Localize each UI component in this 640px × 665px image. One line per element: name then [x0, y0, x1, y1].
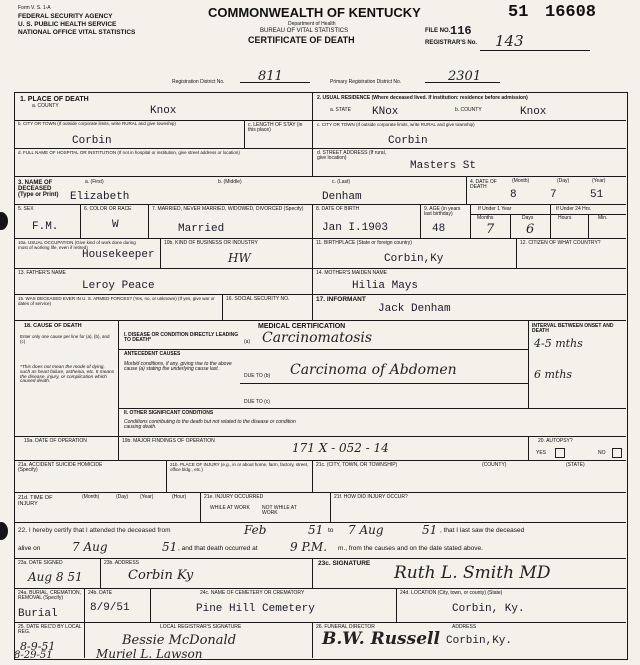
mother-name: Hilia Mays: [352, 280, 419, 292]
age-months-label: Months: [477, 215, 494, 221]
residence-state-label: a. STATE: [330, 107, 351, 113]
business-label: 10b. KIND OF BUSINESS OR INDUSTRY: [164, 240, 258, 246]
injury-kind-label: 21a. ACCIDENT SUICIDE HOMICIDE (Specify): [18, 462, 103, 473]
burial-location: Corbin, Ky.: [452, 603, 525, 615]
death-month: 8: [510, 189, 517, 201]
last-name: Denham: [322, 191, 362, 203]
residence-street: Masters St: [410, 160, 477, 172]
cause-of-death-label: 18. CAUSE OF DEATH: [24, 323, 82, 329]
bureau-name: BUREAU OF VITAL STATISTICS: [260, 28, 349, 34]
color: W: [112, 219, 119, 231]
file-number-label: FILE NO.: [425, 28, 451, 34]
how-injury-label: 21f. HOW DID INJURY OCCUR?: [334, 494, 408, 500]
to-word: to: [328, 527, 334, 534]
occurred-text: , and that death occurred at: [178, 545, 258, 552]
autopsy-no-box[interactable]: [612, 448, 622, 458]
stamp-year: 51: [508, 3, 529, 22]
interval-label: INTERVAL BETWEEN ONSET AND DEATH: [532, 323, 614, 334]
death-county: Knox: [150, 105, 177, 117]
due-to-b-label: DUE TO (b): [244, 373, 271, 379]
age: 48: [432, 223, 446, 235]
punch-hole: [0, 212, 8, 230]
informant: Jack Denham: [378, 303, 451, 315]
state-title: COMMONWEALTH OF KENTUCKY: [208, 5, 421, 20]
director-address: Corbin,Ky.: [446, 635, 513, 647]
cemetery-name: Pine Hill Cemetery: [196, 603, 315, 615]
interval-b: 6 mths: [534, 368, 573, 381]
armed-forces-label: 15. WAS DECEASED EVER IN U. S. ARMED FORCES? (Yes, no, or unknown) (If yes, give war or dates of service): [18, 296, 215, 306]
certify-text: 22. I hereby certify that I attended the deceased from: [18, 527, 171, 534]
causes-text: m., from the causes and on the date stated above.: [338, 545, 483, 552]
antecedent-label: ANTECEDENT CAUSES: [124, 351, 181, 357]
autopsy-no: NO: [598, 450, 606, 456]
sex: F.M.: [32, 221, 59, 233]
death-year-label: (Year): [592, 178, 606, 184]
burial-date: 8/9/51: [90, 602, 130, 614]
registration-district-label: Registration District No.: [172, 79, 225, 85]
date-received: 8-9-51: [20, 640, 56, 653]
department-name: Department of Health: [288, 21, 336, 27]
autopsy-label: 20. AUTOPSY?: [538, 438, 573, 444]
signed-date-label: 23a. DATE SIGNED: [18, 560, 63, 566]
death-year: 51: [590, 189, 604, 201]
street-label: d. STREET ADDRESS (If rural, give location): [317, 150, 387, 161]
institution-label: d. FULL NAME OF HOSPITAL OR INSTITUTION (If not in hospital or institution, give street address or location): [18, 150, 240, 155]
certificate-title: CERTIFICATE OF DEATH: [248, 35, 355, 45]
first-name: Elizabeth: [70, 191, 130, 203]
mother-label: 14. MOTHER'S MAIDEN NAME: [316, 270, 387, 276]
occupation-label: 10a. USUAL OCCUPATION (Give kind of work done during most of working life, even if retired): [18, 240, 136, 250]
under-one-year-label: If Under 1 Year: [478, 206, 512, 212]
injury-hour-label: (Hour): [172, 494, 187, 500]
sex-label: 5. SEX: [18, 206, 34, 212]
cause-a: Carcinomatosis: [262, 330, 373, 346]
registration-district: 811: [258, 69, 283, 84]
residence-county-label: b. COUNTY: [455, 107, 482, 113]
morbid-note: Morbid conditions, if any, giving rise to the above cause (a) stating the underlying cause last.: [124, 361, 232, 372]
stay-label: c. LENGTH OF STAY (in this place): [248, 122, 303, 133]
name-label: 3. NAME OF DECEASED (Type or Print): [18, 180, 59, 198]
residence-state: KNox: [372, 106, 399, 118]
form-number: Form V. S. 1-A: [18, 5, 51, 11]
registrar-number-label: REGISTRAR'S No.: [425, 40, 478, 46]
usual-residence-title: 2. USUAL RESIDENCE (Where deceased lived. If institution: residence before admission): [317, 95, 528, 101]
burial-label: 24a. BURIAL, CREMATION, REMOVAL (Specify): [18, 590, 81, 601]
bottom-date: 8-29-51: [14, 650, 53, 661]
not-while-at-work: NOT WHILE AT WORK: [262, 505, 297, 516]
middle-name-label: b. (Middle): [218, 179, 242, 185]
autopsy-yes-box[interactable]: [555, 448, 565, 458]
primary-registration-label: Primary Registration District No.: [330, 79, 402, 85]
part-two-note: Conditions contributing to the death but not related to the disease or condition causing death.: [124, 419, 296, 430]
injury-time-label: 21d. TIME OF INJURY: [18, 495, 53, 507]
injury-year-label: (Year): [140, 494, 154, 500]
birth-date-label: 8. DATE OF BIRTH: [316, 206, 360, 212]
director-address-label: ADDRESS: [452, 624, 477, 630]
age-months: 7: [486, 222, 495, 237]
part-one-label: I. DISEASE OR CONDITION DIRECTLY LEADING TO DEATH*: [124, 332, 239, 343]
funeral-director-label: 26. FUNERAL DIRECTOR: [316, 624, 375, 630]
color-label: 6. COLOR OR RACE: [84, 206, 132, 212]
place-of-death-title: 1. PLACE OF DEATH: [20, 96, 89, 103]
death-city-label: b. CITY OR TOWN (If outside corporate limits, write RURAL and give township): [18, 121, 176, 126]
last-name-label: c. (Last): [332, 179, 351, 185]
marital: Married: [178, 223, 225, 235]
signature-label: 23c. SIGNATURE: [318, 560, 371, 567]
death-month-label: (Month): [82, 494, 100, 500]
physician-signature: Ruth L. Smith MD: [394, 563, 551, 583]
father-name: Leroy Peace: [82, 280, 155, 292]
due-to-c-label: DUE TO (c): [244, 399, 270, 405]
burial-type: Burial: [18, 608, 58, 620]
injury-county-label: (COUNTY): [482, 462, 507, 468]
ssn-label: 16. SOCIAL SECURITY NO.: [226, 296, 290, 302]
primary-registration: 2301: [448, 69, 482, 84]
death-county-label: a. COUNTY: [32, 103, 59, 109]
part-two-label: II. OTHER SIGNIFICANT CONDITIONS: [124, 410, 214, 416]
medical-title: MEDICAL CERTIFICATION: [258, 323, 346, 330]
agency-name: FEDERAL SECURITY AGENCY: [18, 13, 113, 20]
death-month-label: (Month): [512, 178, 530, 184]
marital-label: 7. MARRIED, NEVER MARRIED, WIDOWED, DIVORCED (Specify): [152, 206, 304, 212]
last-saw-text: , that I last saw the deceased: [440, 527, 525, 534]
death-day: 7: [550, 189, 557, 201]
alive-on-text: alive on: [18, 545, 41, 552]
injury-occurred-label: 21e. INJURY OCCURRED: [204, 494, 264, 500]
while-at-work: WHILE AT WORK: [210, 505, 250, 511]
father-label: 13. FATHER'S NAME: [18, 270, 66, 276]
injury-place-label: 21b. PLACE OF INJURY (e.g., in or about home, farm, factory, street, office bldg., etc.): [170, 462, 309, 472]
bottom-signature: Muriel L. Lawson: [96, 647, 203, 661]
age-min-label: Min.: [598, 215, 608, 221]
under-24-hours-label: If Under 24 Hrs.: [556, 206, 592, 212]
local-registrar-signature: Bessie McDonald: [122, 633, 237, 648]
registrar-number: 143: [495, 32, 524, 50]
mode-note: *This does not mean the mode of dying, such as heart failure, asthenia, etc. It means the disease, injury, or complication which caused death.: [20, 365, 115, 385]
first-name-label: a. (First): [85, 179, 104, 185]
burial-location-label: 24d. LOCATION (City, town, or county) (State): [400, 590, 503, 596]
office-name: NATIONAL OFFICE VITAL STATISTICS: [18, 29, 136, 36]
injury-city-label: 21c. (CITY, TOWN, OR TOWNSHIP): [316, 462, 398, 468]
stamp-number: 16608: [545, 3, 597, 22]
age-days: 6: [526, 222, 535, 237]
age-days-label: Days: [522, 215, 534, 221]
death-day-label: (Day): [557, 178, 570, 184]
date-received-label: 25. DATE REC'D BY LOCAL REG.: [18, 624, 82, 635]
to-date: 7 Aug: [348, 523, 384, 537]
death-day-label: (Day): [116, 494, 129, 500]
from-year: 51: [308, 523, 324, 537]
occupation: Housekeeper: [82, 249, 155, 261]
birth-date: Jan I.1903: [322, 222, 389, 234]
informant-label: 17. INFORMANT: [316, 296, 366, 303]
autopsy-yes: YES: [536, 450, 547, 456]
citizen-label: 12. CITIZEN OF WHAT COUNTRY?: [520, 240, 601, 246]
residence-county: Knox: [520, 106, 547, 118]
age-hours-label: Hours: [558, 215, 572, 221]
file-number: 116: [450, 24, 472, 38]
residence-city-label: c. CITY OR TOWN (If outside corporate limits, write RURAL and give township): [317, 122, 475, 127]
punch-hole: [0, 522, 8, 540]
residence-city: Corbin: [388, 135, 428, 147]
service-name: U. S. PUBLIC HEALTH SERVICE: [18, 21, 117, 28]
local-registrar-label: LOCAL REGISTRAR'S SIGNATURE: [160, 624, 242, 630]
business: HW: [228, 251, 251, 265]
from-date: Feb: [244, 523, 267, 537]
death-city: Corbin: [72, 135, 112, 147]
to-year: 51: [422, 523, 438, 537]
alive-year: 51: [162, 540, 178, 554]
birthplace: Corbin,Ky: [384, 253, 444, 265]
major-findings-label: 19b. MAJOR FINDINGS OF OPERATION: [122, 438, 215, 444]
cemetery-label: 24c. NAME OF CEMETERY OR CREMATORY: [200, 590, 305, 596]
signed-date: Aug 8 51: [28, 570, 83, 584]
cause-b: Carcinoma of Abdomen: [290, 362, 457, 378]
date-of-death-label: 4. DATE OF DEATH: [470, 179, 497, 190]
address-label: 23b. ADDRESS: [104, 560, 140, 566]
age-label: 9. AGE (in years last birthday): [424, 206, 461, 217]
funeral-director-signature: B.W. Russell: [322, 629, 440, 649]
death-time: 9 P.M.: [290, 540, 328, 554]
line-a-label: (a): [244, 339, 251, 345]
operation-date-label: 19a. DATE OF OPERATION: [24, 438, 87, 444]
alive-date: 7 Aug: [72, 540, 108, 554]
injury-state-label: (STATE): [566, 462, 585, 468]
interval-a: 4-5 mths: [534, 337, 583, 350]
icd-code: 171 X - 052 - 14: [292, 441, 389, 455]
burial-date-label: 24b. DATE: [88, 590, 113, 596]
birthplace-label: 11. BIRTHPLACE (State or foreign country): [316, 240, 412, 246]
cause-note: Enter only one cause per line for (a), (b), and (c): [20, 334, 110, 344]
certifier-address: Corbin Ky: [128, 568, 194, 583]
